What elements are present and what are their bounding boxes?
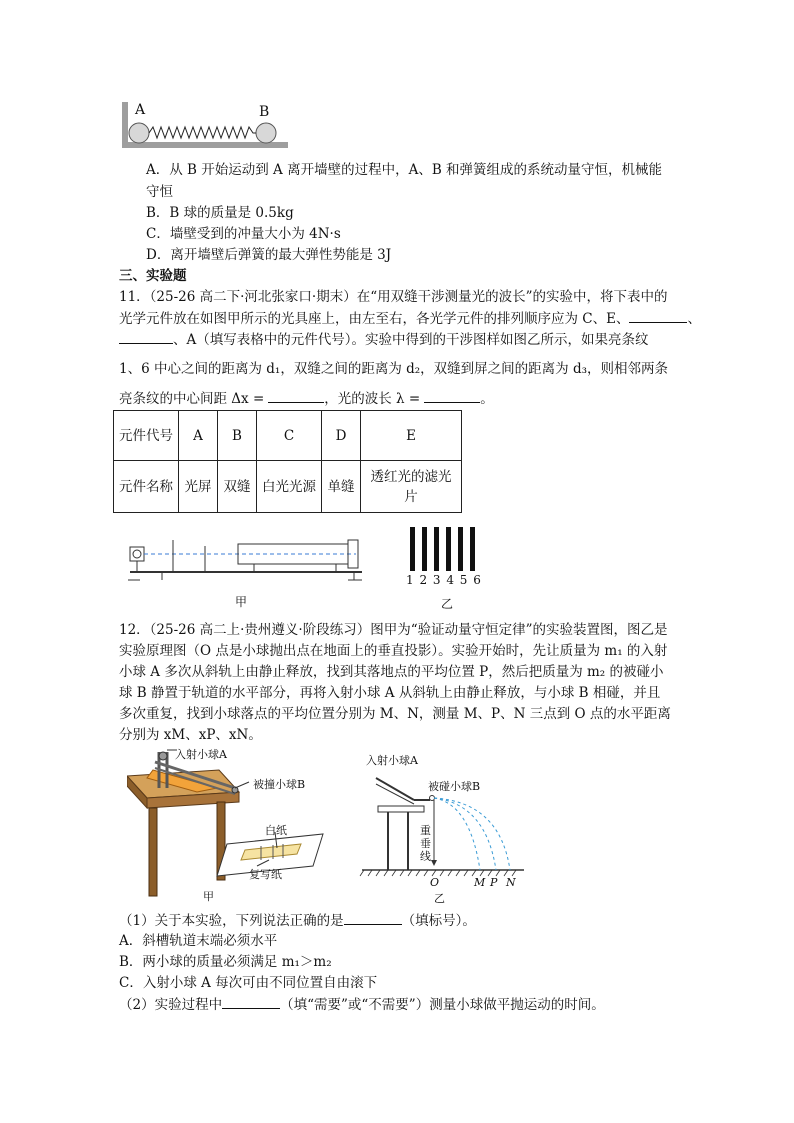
components-table: [113, 410, 462, 513]
answer-blank[interactable]: [344, 910, 402, 925]
q12-sub1-end: （填标号）。: [401, 913, 476, 929]
label-carbon-paper: 复写纸: [249, 868, 282, 881]
spring-figure: [120, 100, 290, 152]
figure-caption-jia: 甲: [235, 595, 248, 609]
q11-line5-b: ，光的波长 λ =: [324, 391, 421, 407]
q12-line2: 实验原理图（O 点是小球抛出点在地面上的垂直投影）。实验开始时，先让质量为 m₁ 的入射: [119, 643, 668, 659]
label-o: O: [430, 876, 440, 889]
q12-option-a: A．斜槽轨道末端必须水平: [119, 933, 278, 949]
q11-line5-a: 亮条纹的中心间距 Δx =: [119, 391, 265, 407]
answer-blank[interactable]: [222, 994, 280, 1009]
label-white-paper: 白纸: [265, 824, 287, 837]
interference-fringes: [408, 525, 488, 577]
answer-blank[interactable]: [629, 308, 687, 323]
q12-sub2-text: （2）实验过程中: [119, 997, 223, 1013]
q10-option-a-line2: 守恒: [146, 184, 173, 200]
table-cell: A: [179, 411, 218, 461]
q10-option-c: C．墙壁受到的冲量大小为 4N·s: [146, 226, 341, 242]
table-row: [114, 411, 462, 461]
q10-option-a-line1: A．从 B 开始运动到 A 离开墙壁的过程中，A、B 和弹簧组成的系统动量守恒，机械能: [146, 162, 663, 178]
q11-line5: [119, 388, 494, 409]
q11-line2-sep: 、: [687, 311, 701, 327]
q12-sub1-text: （1）关于本实验，下列说法正确的是: [119, 913, 344, 929]
table-cell: 元件代号: [114, 411, 179, 461]
q12-sub1: [119, 910, 476, 931]
table-row: [114, 461, 462, 513]
q12-sub2-end: （填“需要”或“不需要”）测量小球做平抛运动的时间。: [280, 997, 605, 1013]
q11-line3: [119, 329, 649, 350]
answer-blank[interactable]: [424, 388, 480, 403]
label-m: M: [474, 876, 486, 889]
q12-option-c: C．入射小球 A 每次可由不同位置自由滚下: [119, 975, 378, 991]
q12-line6: 分别为 xM、xP、xN。: [119, 727, 262, 743]
table-cell: 白光光源: [257, 461, 322, 513]
label-incident-ball-right: 入射小球A: [366, 754, 418, 767]
figure-caption-yi-2: 乙: [434, 892, 445, 905]
q11-line5-c: 。: [480, 391, 494, 407]
table-cell: D: [322, 411, 361, 461]
label-incident-ball: 入射小球A: [175, 748, 227, 761]
label-plumb-line: 重垂线: [420, 824, 431, 863]
q12-sub2: [119, 994, 605, 1015]
q11-line2-text: 光学元件放在如图甲所示的光具座上，由左至右，各光学元件的排列顺序应为 C、E、: [119, 311, 630, 327]
q10-option-d: D．离开墙壁后弹簧的最大弹性势能是 3J: [146, 247, 392, 263]
section-title: 三、实验题: [119, 268, 187, 284]
q11-line2: [119, 308, 701, 329]
answer-blank[interactable]: [268, 388, 324, 403]
table-cell: 单缝: [322, 461, 361, 513]
figure-caption-jia-2: 甲: [203, 890, 214, 903]
q11-line1: 11．（25-26 高二下·河北张家口·期末）在“用双缝干涉测量光的波长”的实验中，将下表中的: [119, 289, 668, 305]
q10-option-b: B．B 球的质量是 0.5kg: [146, 205, 294, 221]
table-cell: 光屏: [179, 461, 218, 513]
q12-line5: 多次重复，找到小球落点的平均位置分别为 M、N，测量 M、P、N 三点到 O 点的水平距离: [119, 706, 671, 722]
table-cell: E: [361, 411, 462, 461]
apparatus-figure: [127, 748, 327, 903]
table-cell: 元件名称: [114, 461, 179, 513]
q12-line1: 12．（25-26 高二上·贵州遵义·阶段练习）图甲为“验证动量守恒定律”的实验装置图，图乙是: [119, 622, 668, 638]
label-struck-ball-right: 被碰小球B: [428, 780, 481, 793]
fringe-numbers: 1 2 3 4 5 6: [406, 573, 482, 587]
table-cell: 双缝: [218, 461, 257, 513]
principle-figure: [358, 752, 528, 904]
table-cell: 透红光的滤光片: [361, 461, 462, 513]
optical-bench-figure: [126, 534, 376, 582]
ball-b-label: B: [259, 104, 270, 120]
label-n: N: [506, 876, 516, 889]
ball-a-label: A: [135, 102, 146, 118]
q11-line3-text: 、A（填写表格中的元件代号）。实验中得到的干涉图样如图乙所示，如果亮条纹: [173, 332, 649, 348]
table-cell: B: [218, 411, 257, 461]
q12-line3: 小球 A 多次从斜轨上由静止释放，找到其落地点的平均位置 P，然后把质量为 m₂ 的被碰小: [119, 664, 664, 680]
q11-line4: 1、6 中心之间的距离为 d₁，双缝之间的距离为 d₂，双缝到屏之间的距离为 d₃，则相邻两条: [119, 361, 669, 377]
figure-caption-yi: 乙: [441, 597, 454, 611]
q12-line4: 球 B 静置于轨道的水平部分，再将入射小球 A 从斜轨上由静止释放，与小球 B 相碰，并且: [119, 685, 661, 701]
q12-option-b: B．两小球的质量必须满足 m₁＞m₂: [119, 954, 332, 970]
answer-blank[interactable]: [119, 329, 173, 344]
label-struck-ball: 被撞小球B: [253, 778, 306, 791]
table-cell: C: [257, 411, 322, 461]
label-p: P: [490, 876, 498, 889]
